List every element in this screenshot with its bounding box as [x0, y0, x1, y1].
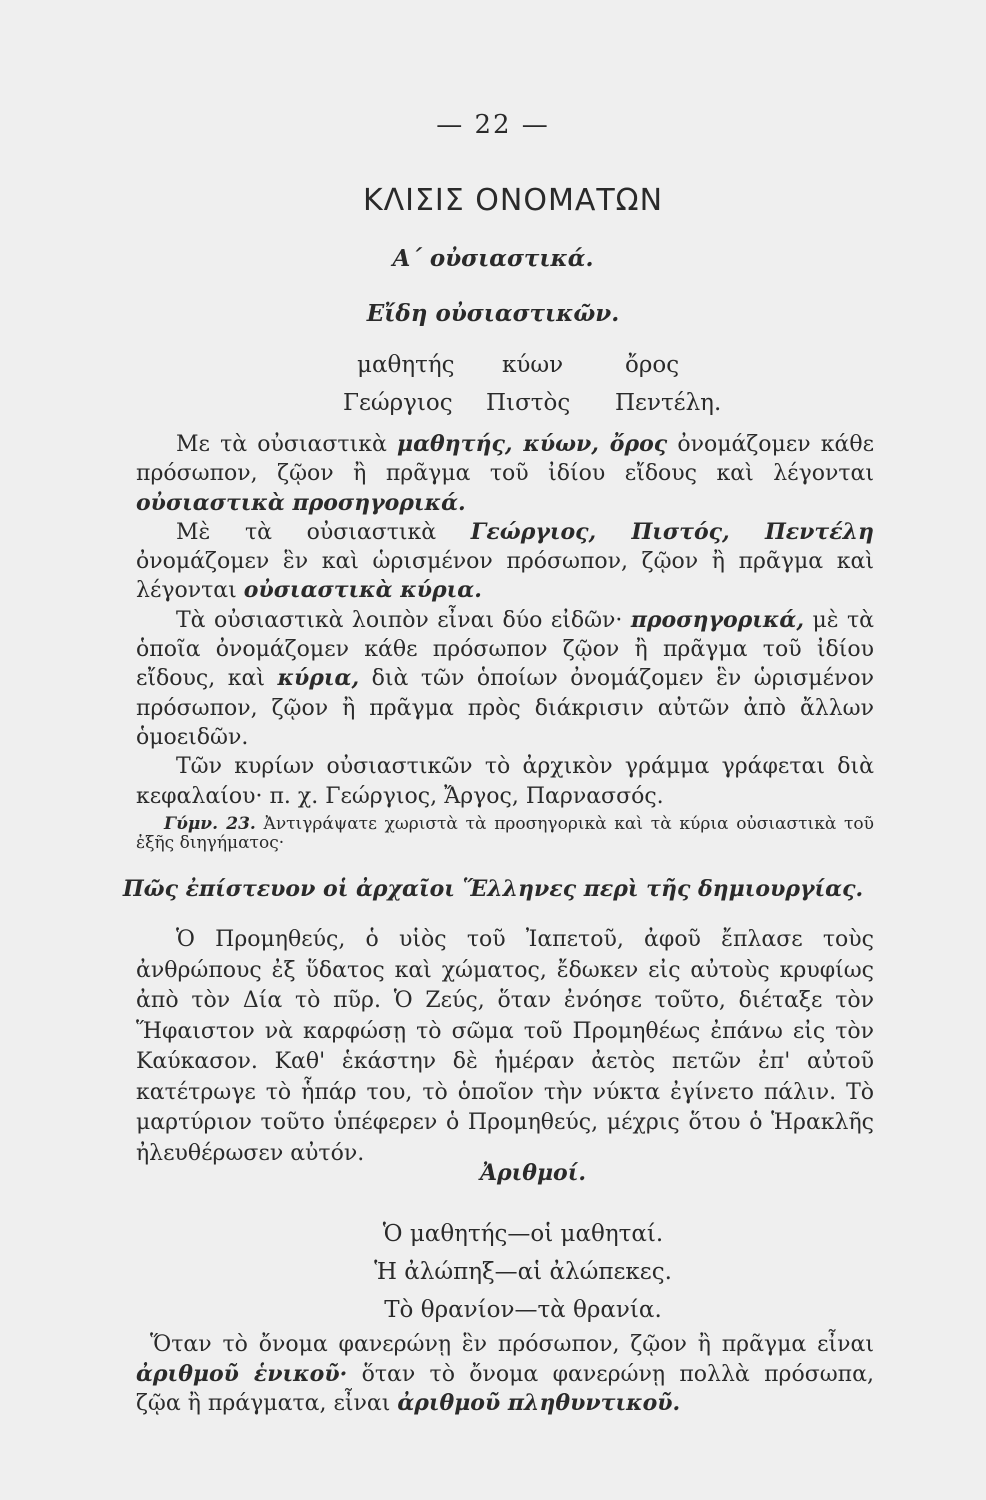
examples-row — [0, 352, 986, 388]
text-run: Ὅταν τὸ ὄνομα φανερώνῃ ἓν πρόσωπον, ζῷον ἢ πρᾶγμα εἶναι — [150, 1332, 874, 1357]
paragraph — [136, 606, 874, 752]
number-example: Ὁ μαθητής—οἱ μαθηταί. — [382, 1221, 664, 1247]
text-run: ὀνομάζομεν ἓν καὶ ὡρισμένον πρόσωπον, ζῷον ἢ πρᾶγμα καὶ λέγονται — [136, 549, 874, 604]
section-title: Α΄ οὐσιαστικά. — [392, 245, 594, 272]
text-run: Τὰ οὐσιαστικὰ λοιπὸν εἶναι δύο εἰδῶν· — [176, 607, 631, 633]
emphasis: οὐσιαστικὰ προσηγορικά. — [136, 489, 466, 516]
example-word: Πιστὸς — [486, 390, 571, 416]
example-word: Γεώργιος — [343, 390, 453, 416]
body-text — [136, 430, 874, 811]
numbers-list — [0, 1215, 986, 1329]
paragraph — [136, 430, 874, 518]
number-example: Τὸ θρανίον—τὰ θρανία. — [384, 1297, 662, 1323]
subsection-title: Εἴδη οὐσιαστικῶν. — [366, 300, 620, 327]
chapter-title: ΚΛΙΣΙΣ ΟΝΟΜΑΤΩΝ — [362, 183, 664, 218]
text-run: ὅταν τὸ ὄνομα φανερώνῃ πολλὰ πρόσωπα, ζῷα ἢ πράγματα, εἶναι — [136, 1361, 874, 1416]
story-title: Πῶς ἐπίστευον οἱ ἀρχαῖοι Ἕλληνες περὶ τῆς δημιουργίας. — [122, 876, 864, 902]
examples-row — [0, 390, 986, 426]
text-run: Μὲ τὰ οὐσιαστικὰ — [176, 519, 471, 545]
exercise-text: Ἀντιγράψατε χωριστὰ τὰ προσηγορικὰ καὶ τὰ κύρια οὐσιαστικὰ τοῦ ἑξῆς διηγήματος· — [136, 814, 874, 853]
example-word: ὄρος — [625, 352, 680, 378]
paragraph: Τῶν κυρίων οὐσιαστικῶν τὸ ἀρχικὸν γράμμα γράφεται διὰ κεφαλαίου· π. χ. Γεώργιος, Ἄργος, Παρνασσός. — [136, 754, 874, 809]
emphasis: Γεώργιος, Πιστός, Πεντέλη — [470, 518, 874, 545]
page-number: — 22 — — [436, 110, 550, 140]
emphasis: μαθητής, κύων, ὄρος — [396, 431, 668, 457]
numbers-title: Ἀριθμοί. — [479, 1160, 587, 1186]
text-run: ὀνομάζομεν κάθε πρόσωπον, ζῷον ἢ πρᾶγμα τοῦ ἰδίου εἴδους καὶ λέγονται — [136, 432, 874, 487]
final-paragraph — [136, 1330, 874, 1419]
text-run: μὲ τὰ ὁποῖα ὀνομάζομεν κάθε πρόσωπον ζῷον ἢ πρᾶγμα τοῦ ἰδίου εἴδους, καὶ — [136, 607, 874, 692]
text-run: διὰ τῶν ὁποίων ὀνομάζομεν ἓν ὡρισμένον πρόσωπον, ζῷον ἢ πρᾶγμα πρὸς διάκρισιν αὐτῶν ἀπὸ ἄλλων ὁμοειδῶν. — [136, 666, 874, 750]
story-text: Ὁ Προμηθεύς, ὁ υἱὸς τοῦ Ἰαπετοῦ, ἀφοῦ ἔπλασε τοὺς ἀνθρώπους ἐξ ὕδατος καὶ χώματος, ἔδωκεν εἰς αὐτοὺς κρυφίως ἀπὸ τὸν Δία τὸ πῦρ. Ὁ Ζεύς, ὅταν ἐνόησε τοῦτο, διέταξε τὸν Ἥφαιστον νὰ καρφώσῃ τὸ σῶμα τοῦ Προμηθέως ἐπάνω εἰς τὸν Καύκασον. Καθ' ἑκάστην δὲ ἡμέραν ἀετὸς πετῶν ἐπ' αὐτοῦ κατέτρωγε τὸ ἧπάρ του, τὸ ὁποῖον τὴν νύκτα ἐγίνετο πάλιν. Τὸ μαρτύριον τοῦτο ὑπέφερεν ὁ Προμηθεύς, μέχρις ὅτου ὁ Ἡρακλῆς ἠλευθέρωσεν αὐτόν. — [136, 927, 874, 1166]
example-word: Πεντέλη. — [615, 390, 722, 416]
example-word: μαθητής — [357, 352, 455, 378]
paragraph — [136, 518, 874, 606]
example-word: κύων — [502, 352, 564, 378]
number-example: Ἡ ἀλώπηξ—αἱ ἀλώπεκες. — [374, 1259, 672, 1285]
text-run: Με τὰ οὐσιαστικὰ — [176, 432, 397, 457]
emphasis: προσηγορικά, — [630, 606, 805, 633]
emphasis: ἀριθμοῦ ἑνικοῦ· — [136, 1360, 348, 1387]
emphasis: κύρια, — [277, 665, 360, 692]
emphasis: οὐσιαστικὰ κύρια. — [243, 577, 482, 604]
emphasis: ἀριθμοῦ πληθυντικοῦ. — [397, 1390, 681, 1416]
exercise — [136, 815, 874, 853]
exercise-label: Γύμν. 23. — [164, 814, 256, 834]
